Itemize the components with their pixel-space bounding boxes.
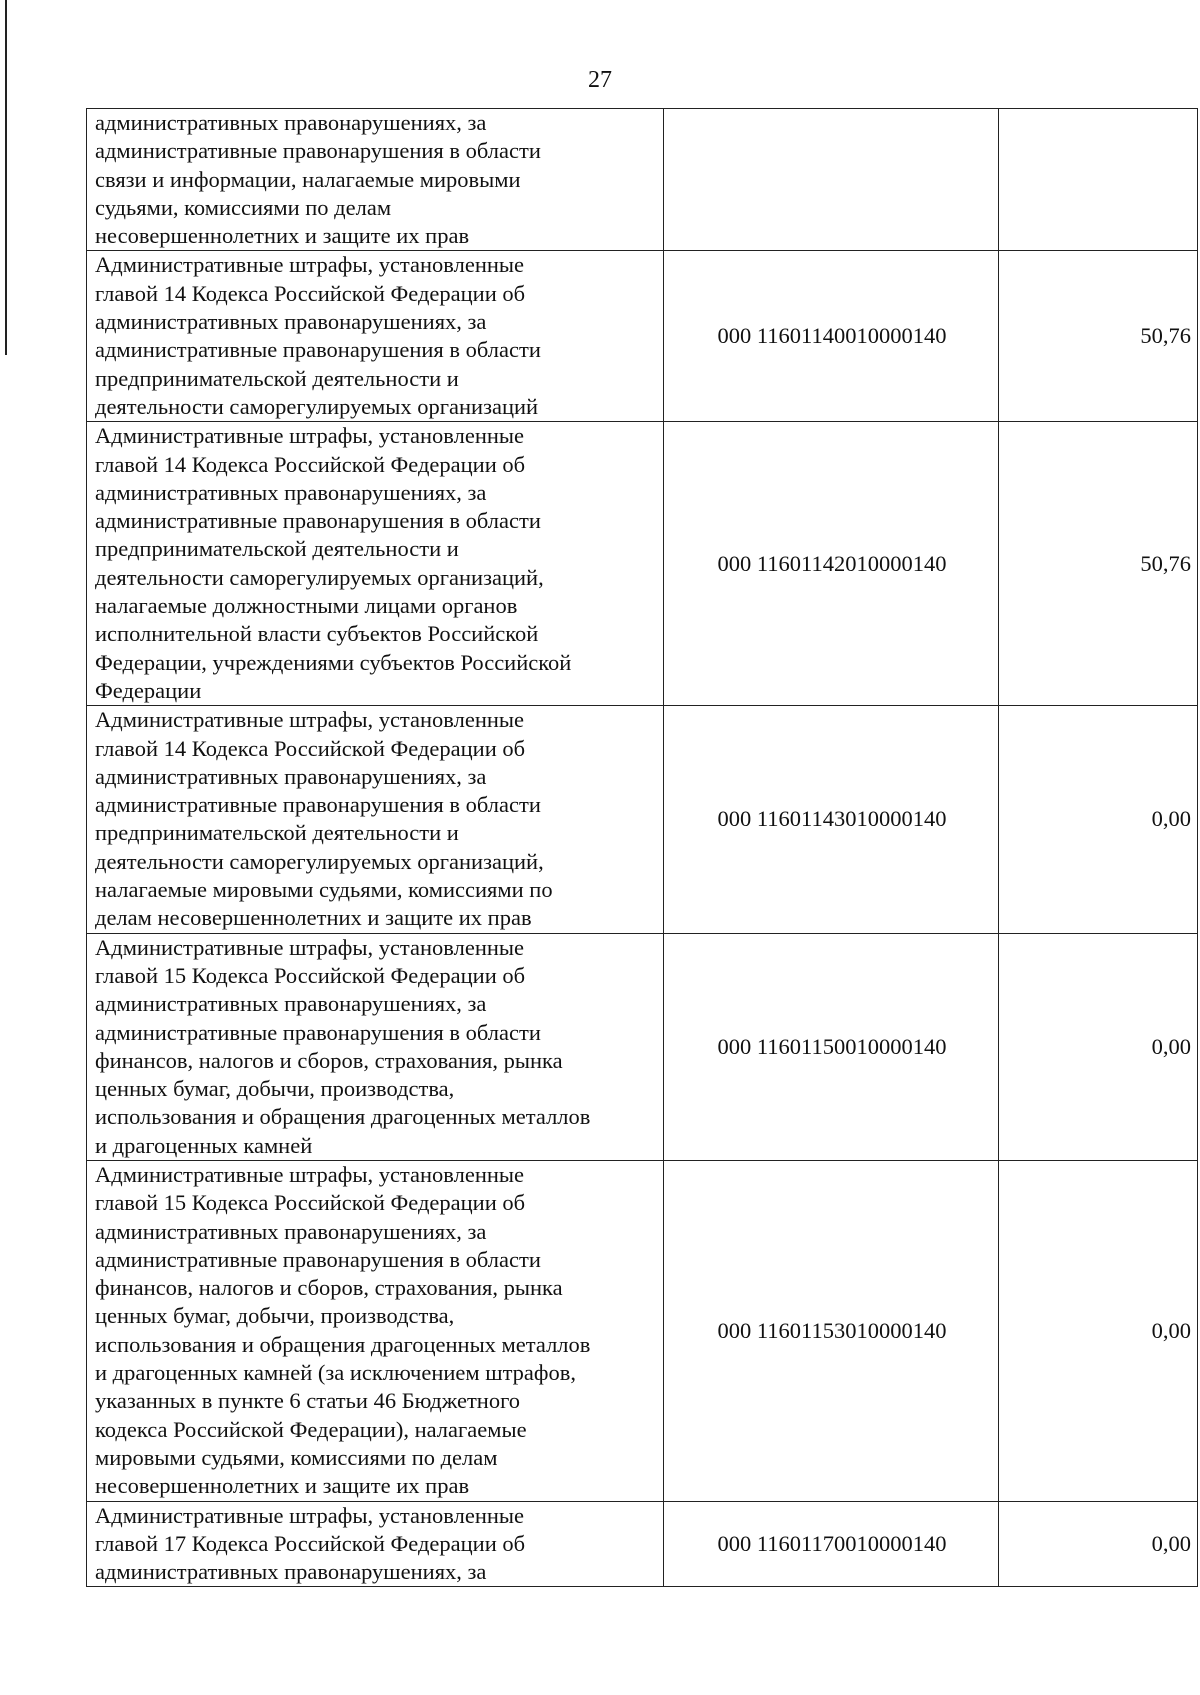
description-line: Административные штрафы, установленные: [95, 934, 525, 960]
description-line: Административные штрафы, установленные: [95, 707, 525, 733]
budget-classification-code: 000 11601142010000140: [664, 422, 999, 706]
description-line: административные правонарушения в области: [95, 1246, 541, 1272]
description-line: несовершеннолетних и защите их прав: [95, 1473, 470, 1499]
description-line: деятельности саморегулируемых организаций,: [95, 848, 544, 874]
description-line: административные правонарушения в области: [95, 337, 541, 363]
description-line: главой 14 Кодекса Российской Федерации об: [95, 735, 526, 761]
table-row: [87, 706, 1198, 933]
description-line: финансов, налогов и сборов, страхования, рынка: [95, 1275, 563, 1301]
description-line: налагаемые должностными лицами органов: [95, 593, 518, 619]
budget-classification-code: 000 11601143010000140: [664, 706, 999, 933]
row-description: [87, 251, 664, 422]
description-line: Административные штрафы, установленные: [95, 1161, 525, 1187]
description-line: главой 15 Кодекса Российской Федерации об: [95, 962, 526, 988]
budget-classification-code: 000 11601140010000140: [664, 251, 999, 422]
table-row: [87, 251, 1198, 422]
table-row: [87, 933, 1198, 1160]
amount-value: 0,00: [999, 933, 1198, 1160]
description-line: ценных бумаг, добычи, производства,: [95, 1303, 455, 1329]
row-description: [87, 109, 664, 251]
description-line: деятельности саморегулируемых организаций,: [95, 564, 544, 590]
budget-classification-code: 000 11601153010000140: [664, 1160, 999, 1501]
description-line: мировыми судьями, комиссиями по делам: [95, 1444, 498, 1470]
description-line: использования и обращения драгоценных металлов: [95, 1104, 591, 1130]
description-line: административные правонарушения в области: [95, 508, 541, 534]
amount-value: 0,00: [999, 706, 1198, 933]
description-line: использования и обращения драгоценных металлов: [95, 1331, 591, 1357]
table-row: [87, 1501, 1198, 1587]
description-line: Федерации: [95, 677, 202, 703]
budget-classification-code: 000 11601150010000140: [664, 933, 999, 1160]
amount-value: [999, 109, 1198, 251]
table-row: [87, 422, 1198, 706]
description-line: Административные штрафы, установленные: [95, 1502, 525, 1528]
row-description: [87, 933, 664, 1160]
description-line: главой 14 Кодекса Российской Федерации об: [95, 451, 526, 477]
description-line: Административные штрафы, установленные: [95, 252, 525, 278]
description-line: главой 15 Кодекса Российской Федерации об: [95, 1190, 526, 1216]
description-line: Федерации, учреждениями субъектов Российской: [95, 649, 572, 675]
description-line: кодекса Российской Федерации), налагаемые: [95, 1416, 527, 1442]
description-line: и драгоценных камней (за исключением штрафов,: [95, 1360, 576, 1386]
description-line: административных правонарушениях, за: [95, 991, 487, 1017]
table-body: [87, 109, 1198, 1587]
description-line: налагаемые мировыми судьями, комиссиями по: [95, 877, 553, 903]
description-line: связи и информации, налагаемые мировыми: [95, 166, 521, 192]
description-line: административных правонарушениях, за: [95, 479, 487, 505]
amount-value: 50,76: [999, 251, 1198, 422]
description-line: делам несовершеннолетних и защите их прав: [95, 905, 532, 931]
description-line: деятельности саморегулируемых организаций: [95, 393, 539, 419]
budget-classification-code: 000 11601170010000140: [664, 1501, 999, 1587]
description-line: административных правонарушениях, за: [95, 309, 487, 335]
row-description: [87, 706, 664, 933]
description-line: административных правонарушениях, за: [95, 110, 487, 135]
description-line: предпринимательской деятельности и: [95, 536, 459, 562]
description-line: и драгоценных камней: [95, 1132, 313, 1158]
amount-value: 0,00: [999, 1160, 1198, 1501]
description-line: судьями, комиссиями по делам: [95, 194, 392, 220]
description-line: главой 14 Кодекса Российской Федерации об: [95, 280, 526, 306]
description-line: исполнительной власти субъектов Российской: [95, 621, 539, 647]
description-line: административных правонарушениях, за: [95, 1559, 487, 1585]
description-line: административных правонарушениях, за: [95, 763, 487, 789]
description-line: финансов, налогов и сборов, страхования, рынка: [95, 1047, 563, 1073]
amount-value: 50,76: [999, 422, 1198, 706]
table-row: [87, 1160, 1198, 1501]
description-line: административные правонарушения в области: [95, 1019, 541, 1045]
row-description: [87, 422, 664, 706]
description-line: несовершеннолетних и защите их прав: [95, 223, 470, 249]
row-description: [87, 1160, 664, 1501]
description-line: главой 17 Кодекса Российской Федерации об: [95, 1530, 526, 1556]
description-line: Административные штрафы, установленные: [95, 423, 525, 449]
description-line: административные правонарушения в области: [95, 138, 541, 164]
description-line: предпринимательской деятельности и: [95, 365, 459, 391]
description-line: административные правонарушения в области: [95, 792, 541, 818]
description-line: административных правонарушениях, за: [95, 1218, 487, 1244]
budget-classification-code: [664, 109, 999, 251]
description-line: предпринимательской деятельности и: [95, 820, 459, 846]
budget-revenue-table: [86, 108, 1198, 1587]
description-line: ценных бумаг, добычи, производства,: [95, 1076, 455, 1102]
amount-value: 0,00: [999, 1501, 1198, 1587]
description-line: указанных в пункте 6 статьи 46 Бюджетного: [95, 1388, 521, 1414]
binding-edge-line: [5, 0, 7, 355]
page-number: 27: [588, 67, 612, 93]
row-description: [87, 1501, 664, 1587]
table-row: [87, 109, 1198, 251]
